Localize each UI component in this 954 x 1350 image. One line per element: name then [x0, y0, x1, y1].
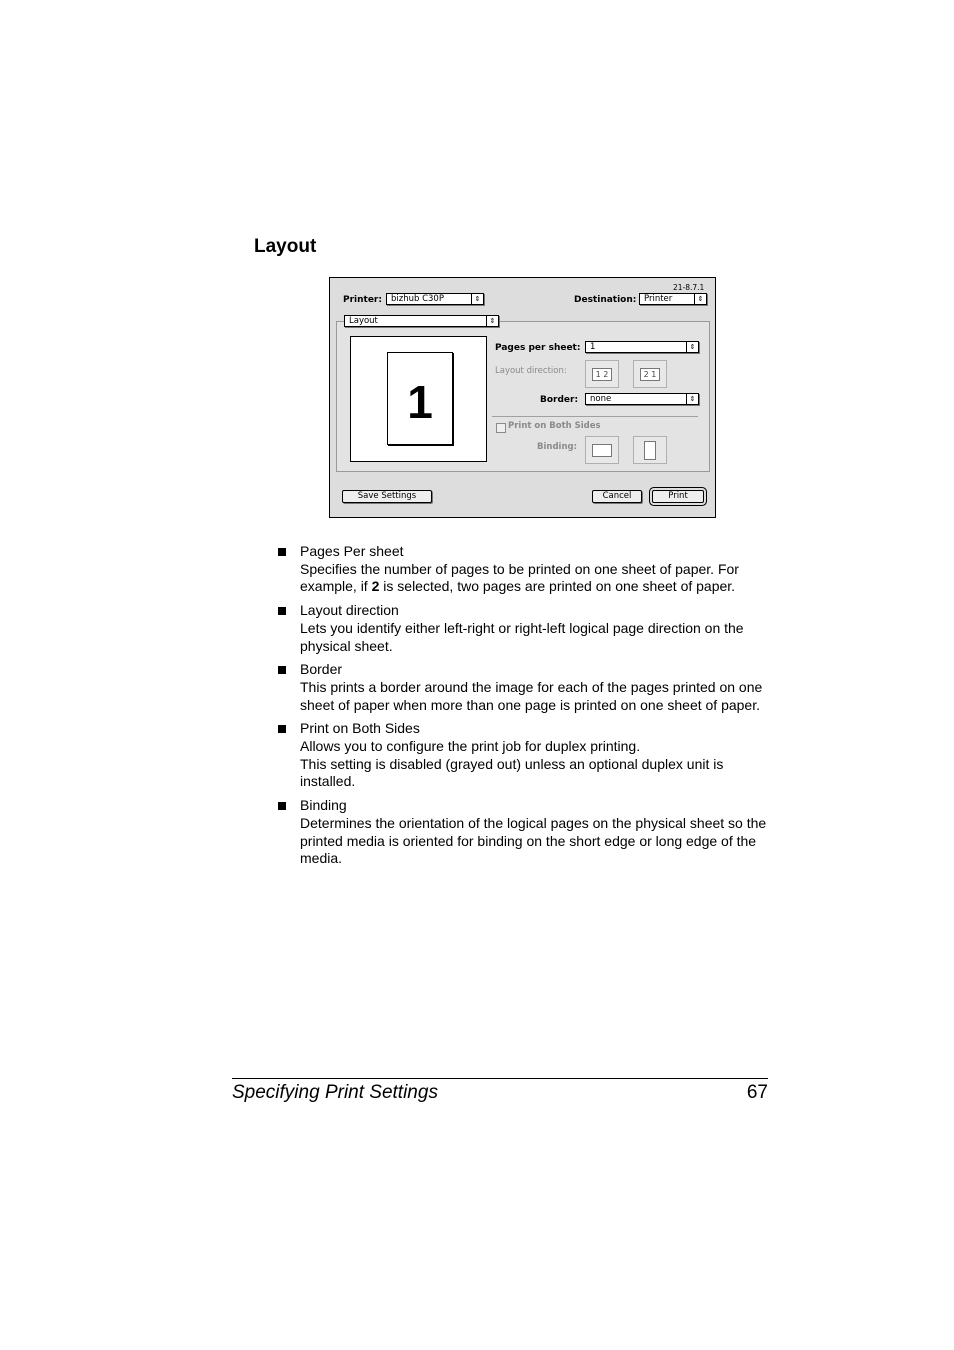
layout-ltr-icon: 1 2	[592, 368, 612, 381]
preview-page	[387, 352, 453, 445]
item-text: Specifies the number of pages to be printed on one sheet of paper. For example, if 2 is selected, two pages are printed on one sheet of paper.	[300, 560, 739, 595]
item-text: This setting is disabled (grayed out) unless an optional duplex unit is installed.	[300, 755, 724, 790]
bullet-icon	[278, 725, 286, 733]
item-title: Binding	[300, 797, 347, 814]
popup-arrows-icon: ⇕	[471, 294, 483, 304]
list-item	[277, 720, 777, 791]
separator	[492, 416, 698, 417]
list-item	[277, 797, 777, 868]
cancel-button[interactable]: Cancel	[592, 490, 642, 503]
layout-preview	[350, 336, 487, 462]
binding-label: Binding:	[537, 442, 577, 452]
bullet-icon	[278, 802, 286, 810]
item-text: This prints a border around the image for each of the pages printed on one sheet of paper when more than one page is printed on one sheet of paper.	[300, 678, 763, 713]
list-item	[277, 602, 777, 655]
item-text: Allows you to configure the print job for duplex printing.	[300, 738, 641, 755]
destination-select-value: Printer	[644, 294, 673, 304]
bullet-icon	[278, 548, 286, 556]
destination-select[interactable]	[639, 293, 707, 305]
layout-rtl-button[interactable]	[633, 360, 667, 388]
binding-long-edge-button[interactable]	[633, 436, 667, 464]
border-label: Border:	[540, 395, 579, 405]
pages-per-sheet-label: Pages per sheet:	[495, 343, 581, 353]
save-settings-button[interactable]: Save Settings	[342, 490, 432, 503]
panel-select-value: Layout	[349, 316, 378, 326]
binding-short-edge-button[interactable]	[585, 436, 619, 464]
popup-arrows-icon: ⇕	[486, 316, 498, 326]
page-number: 67	[746, 1082, 768, 1103]
binding-long-edge-icon	[644, 441, 656, 460]
layout-rtl-icon: 2 1	[640, 368, 660, 381]
popup-arrows-icon: ⇕	[686, 394, 698, 404]
print-button[interactable]: Print	[652, 490, 704, 503]
item-text: Lets you identify either left-right or right-left logical page direction on the physical sheet.	[300, 619, 744, 654]
preview-page-number: 1	[407, 376, 433, 428]
popup-arrows-icon: ⇕	[694, 294, 706, 304]
section-title: Layout	[254, 236, 317, 257]
item-title: Pages Per sheet	[300, 543, 404, 559]
layout-direction-label: Layout direction:	[495, 366, 567, 376]
item-text: Determines the orientation of the logical pages on the physical sheet so the printed media is oriented for binding on the short edge or long edge of the media.	[300, 814, 767, 867]
pages-per-sheet-value: 1	[590, 342, 596, 352]
version-label: 21-8.7.1	[673, 283, 705, 292]
both-sides-label: Print on Both Sides	[508, 421, 601, 431]
border-select[interactable]	[585, 393, 699, 405]
option-descriptions	[277, 543, 777, 874]
pages-per-sheet-select[interactable]	[585, 341, 699, 353]
footer-title: Specifying Print Settings	[232, 1082, 438, 1103]
printer-select-value: bizhub C30P	[391, 294, 444, 304]
item-title: Border	[300, 661, 343, 678]
list-item	[277, 661, 777, 714]
list-item	[277, 543, 777, 596]
print-dialog	[329, 277, 716, 518]
binding-short-edge-icon	[592, 444, 612, 457]
layout-ltr-button[interactable]	[585, 360, 619, 388]
bullet-icon	[278, 666, 286, 674]
item-title: Print on Both Sides	[300, 720, 420, 737]
printer-select[interactable]	[386, 293, 484, 305]
printer-label: Printer:	[343, 295, 382, 305]
bullet-icon	[278, 607, 286, 615]
item-title: Layout direction	[300, 602, 399, 619]
panel-select[interactable]	[344, 315, 499, 327]
border-select-value: none	[590, 394, 612, 404]
popup-arrows-icon: ⇕	[686, 342, 698, 352]
both-sides-checkbox[interactable]	[496, 423, 506, 433]
footer-rule	[232, 1078, 768, 1079]
destination-label: Destination:	[574, 295, 637, 305]
